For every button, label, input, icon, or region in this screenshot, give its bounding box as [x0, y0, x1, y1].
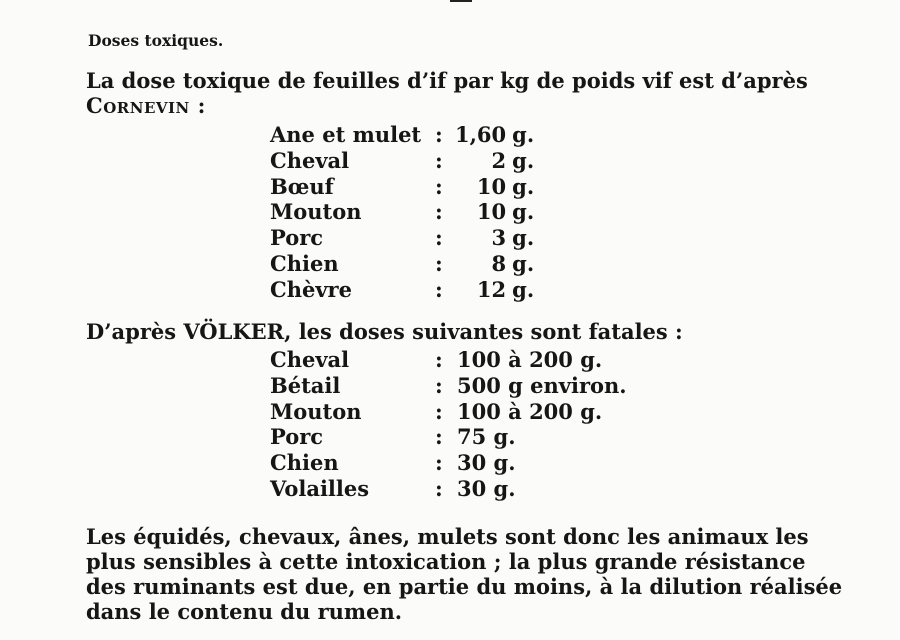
table-row [270, 122, 534, 148]
intro-author: Cornevin : [86, 93, 206, 118]
animal-name: Ane et mulet [270, 122, 422, 147]
separator-colon: : [435, 424, 443, 450]
table-row [270, 225, 534, 251]
table-row [270, 148, 534, 174]
separator-colon: : [435, 173, 443, 199]
dose-unit: g. [512, 122, 535, 147]
dose-value: 30 g. [457, 450, 516, 476]
dose-value: 3 [491, 225, 507, 251]
table-row [270, 277, 534, 303]
dose-unit: g. [512, 250, 535, 276]
dose-value: 30 g. [457, 475, 516, 501]
separator-colon: : [435, 347, 443, 372]
separator-colon: : [435, 398, 443, 424]
cornevin-dose-table [270, 122, 534, 303]
dose-unit: g. [512, 147, 535, 173]
intro-text: La dose toxique de feuilles d’if par kg de poids vif est d’après [86, 68, 808, 93]
dose-value: 75 g. [457, 424, 516, 450]
separator-colon: : [435, 450, 443, 476]
table-row [270, 251, 534, 277]
separator-colon: : [435, 250, 443, 276]
separator-colon: : [435, 276, 443, 302]
volker-dose-table [270, 347, 627, 502]
animal-name: Volailles [270, 475, 370, 501]
separator-colon: : [435, 475, 443, 501]
animal-name: Cheval [270, 347, 350, 372]
dose-unit: g. [512, 199, 535, 225]
table-row [270, 476, 627, 502]
dose-unit: g. [512, 276, 535, 302]
animal-name: Chèvre [270, 276, 352, 302]
page-edge-mark [450, 0, 472, 2]
conclusion-paragraph: Les équidés, chevaux, ânes, mulets sont donc les animaux les plus sensibles à cette intoxication ; la plus grande résistance des ruminants est due, en partie du moins, à la dilution réalisée dans le contenu du rumen. [86, 524, 843, 624]
separator-colon: : [435, 199, 443, 225]
separator-colon: : [435, 372, 443, 398]
animal-name: Bœuf [270, 173, 334, 199]
animal-name: Mouton [270, 398, 362, 424]
table-row [270, 424, 627, 450]
animal-name: Porc [270, 225, 324, 251]
animal-name: Cheval [270, 147, 350, 173]
volker-pre: D’après [86, 319, 177, 344]
dose-unit: g. [512, 225, 535, 251]
animal-name: Mouton [270, 199, 362, 225]
animal-name: Chien [270, 250, 339, 276]
separator-colon: : [435, 147, 443, 173]
intro-paragraph [86, 68, 846, 118]
volker-post: , les doses suivantes sont fatales : [284, 319, 683, 344]
dose-value: 8 [491, 250, 507, 276]
section-heading: Doses toxiques. [88, 31, 224, 50]
animal-name: Chien [270, 450, 339, 476]
table-row [270, 347, 627, 373]
separator-colon: : [435, 225, 443, 251]
dose-value: 100 à 200 g. [457, 398, 603, 424]
dose-value: 12 [476, 276, 507, 302]
table-row [270, 373, 627, 399]
dose-unit: g. [512, 173, 535, 199]
dose-value: 100 à 200 g. [457, 347, 603, 372]
dose-value: 2 [491, 147, 507, 173]
volker-author: VÖLKER [183, 319, 285, 344]
dose-value: 500 g environ. [457, 372, 627, 398]
separator-colon: : [435, 122, 443, 147]
table-row [270, 399, 627, 425]
volker-paragraph [86, 319, 846, 344]
dose-value: 10 [476, 173, 507, 199]
animal-name: Porc [270, 424, 324, 450]
table-row [270, 199, 534, 225]
table-row [270, 174, 534, 200]
table-row [270, 450, 627, 476]
animal-name: Bétail [270, 372, 341, 398]
dose-value: 10 [476, 199, 507, 225]
dose-value: 1,60 [455, 122, 507, 147]
